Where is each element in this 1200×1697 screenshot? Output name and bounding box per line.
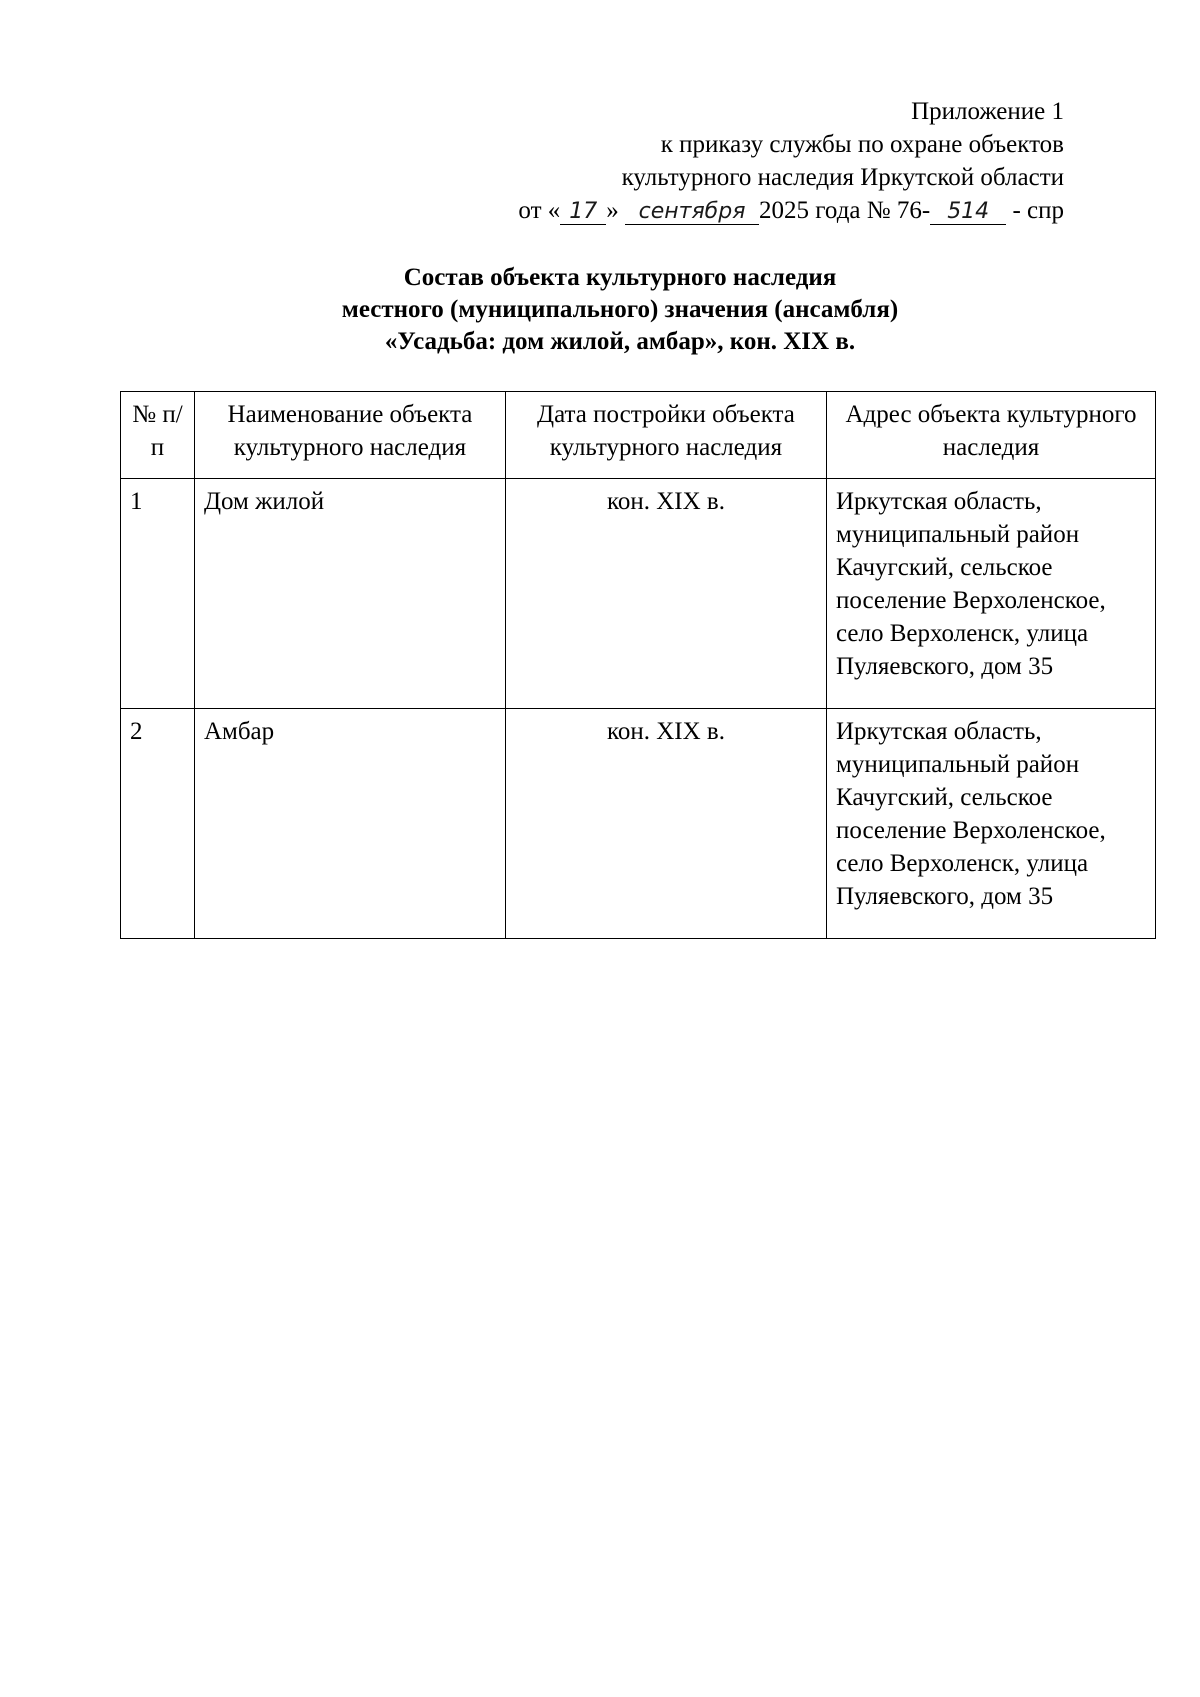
row-date: кон. XIX в. (505, 709, 826, 939)
appendix-agency-line: культурного наследия Иркутской области (621, 164, 1064, 191)
table-row (121, 479, 1156, 709)
document-title (270, 262, 970, 358)
header-date: Дата постройки объекта культурного наследия (505, 392, 826, 479)
title-line-2: местного (муниципального) значения (ансамбля) (341, 296, 899, 323)
row-address: Иркутская область, муниципальный район Качугский, сельское поселение Верхоленское, село Верхоленск, улица Пуляевского, дом 35 (827, 479, 1156, 709)
table-header-row (121, 392, 1156, 479)
handwritten-month: сентября (625, 200, 759, 225)
date-prefix: от « (518, 197, 561, 224)
appendix-block (518, 95, 1064, 227)
header-number: № п/п (121, 392, 195, 479)
row-name: Амбар (194, 709, 505, 939)
row-date: кон. XIX в. (505, 479, 826, 709)
table-row (121, 709, 1156, 939)
header-address: Адрес объекта культурного наследия (827, 392, 1156, 479)
handwritten-day: 17 (560, 200, 606, 225)
handwritten-order-number: 514 (930, 200, 1006, 225)
title-line-3: «Усадьба: дом жилой, амбар», кон. XIX в. (384, 328, 856, 355)
appendix-title: Приложение 1 (911, 98, 1064, 125)
order-suffix: - спр (1012, 197, 1064, 224)
appendix-date-line (518, 194, 1064, 227)
objects-table (120, 391, 1156, 939)
header-name: Наименование объекта культурного наследия (194, 392, 505, 479)
row-number: 1 (121, 479, 195, 709)
row-address: Иркутская область, муниципальный район Качугский, сельское поселение Верхоленское, село Верхоленск, улица Пуляевского, дом 35 (827, 709, 1156, 939)
row-name: Дом жилой (194, 479, 505, 709)
appendix-order-line: к приказу службы по охране объектов (660, 131, 1064, 158)
date-year-text: 2025 года № 76- (759, 197, 931, 224)
row-number: 2 (121, 709, 195, 939)
date-day-suffix: » (606, 197, 619, 224)
title-line-1: Состав объекта культурного наследия (403, 264, 837, 291)
